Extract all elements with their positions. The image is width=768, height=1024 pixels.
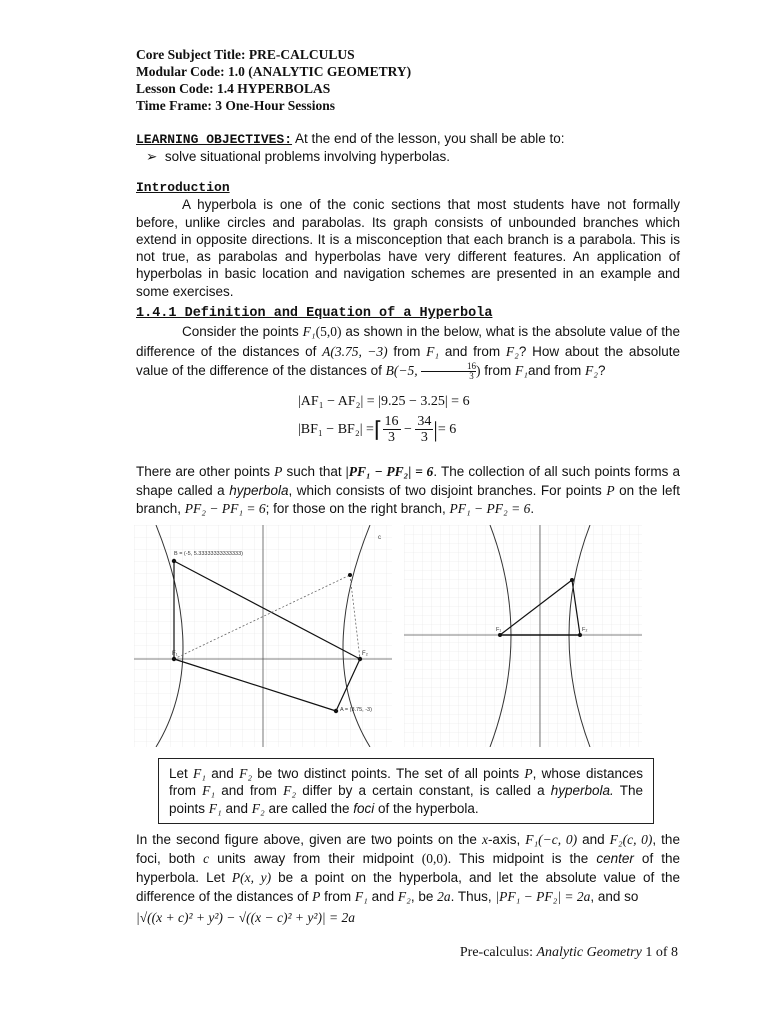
label-F2: F₂ xyxy=(362,651,368,657)
label-A: A = (3.75, -3) xyxy=(340,707,372,713)
hyperbola-paragraph: There are other points P such that |PF₁ − PF₂| = 6. The collection of all such points forms a shape called a hyperbola, which consists of two disjoint branches. For points P on the left branch, PF₂ − PF₁ = 6; for those on the right branch, PF₁ − PF₂ = 6. xyxy=(136,464,680,516)
lesson-header xyxy=(136,46,411,114)
graph-hyperbola-points xyxy=(134,525,392,747)
header-line-time: Time Frame: 3 One-Hour Sessions xyxy=(136,98,336,113)
equation-bf: |BF₁ − BF₂| = ⌈ 16 3 − $\frac{34}{3}$ | = 6 xyxy=(298,414,457,445)
point-B xyxy=(172,559,176,563)
label-B: B = (-5, 5.33333333333333) xyxy=(174,551,243,557)
point-P xyxy=(348,573,352,577)
center-paragraph: In the second figure above, given are two points on the x-axis, F₁(−c, 0) and F₂(c, 0), the foci, both c units away from their midpoint (0,0). This midpoint is the center of the hyperbola. Let P(x, y) be a point on the hyperbola, and let the absolute value of the difference of the distances of P from F₁ and F₂, be 2a. Thus, |PF₁ − PF₂| = 2a, and so |√((x + c)² + y²) − √((x − c)² + y²)| = 2a xyxy=(136,832,681,925)
learning-objectives: LEARNING OBJECTIVES: At the end of the lesson, you shall be able to: ➢ solve situational problems involving hyperbolas. xyxy=(136,130,680,166)
arrow-bullet-icon: ➢ xyxy=(146,149,158,165)
point-P xyxy=(570,578,574,582)
header-line-lesson: Lesson Code: 1.4 HYPERBOLAS xyxy=(136,81,331,96)
point-F2 xyxy=(578,633,582,637)
header-line-subject: Core Subject Title: PRE-CALCULUS xyxy=(136,47,355,62)
distance-equation: |√((x + c)² + y²) − √((x − c)² + y²)| = 2a xyxy=(136,910,356,925)
section-paragraph: Consider the points F₁(5,0) as shown in the below, what is the absolute value of the difference of the distances of A(3.75, −3) from F₁ and from F₂? How about the absolute value of the difference of the distances of B(−5, $\frac{16}{3}$ ) from F₁and from F₂? xyxy=(136,324,680,382)
label-F1: F₁ xyxy=(172,651,178,657)
introduction-text: A hyperbola is one of the conic sections that most students have not formally before, unlike circles and parabolas. Its graph consists of unbounded branches which extend in opposite directions. It is a misconception that each branch is a parabola. This is not true, as parabolas and hyperbolas have very different features. An application of hyperbolas in basic location and navigation schemes are presented in an example and some exercises. xyxy=(136,197,680,299)
section-heading: 1.4.1 Definition and Equation of a Hyperbola xyxy=(136,306,493,321)
point-F1 xyxy=(172,657,176,661)
point-F1 xyxy=(498,633,502,637)
introduction xyxy=(136,179,680,300)
objective-item: ➢ solve situational problems involving hyperbolas. xyxy=(146,149,450,165)
label-F2: F₂ xyxy=(582,627,588,633)
equation-af: |AF₁ − AF₂| = |9.25 − 3.25| = 6 xyxy=(298,394,470,409)
grid xyxy=(404,525,642,747)
label-F1: F₁ xyxy=(496,627,502,633)
section-definition xyxy=(136,305,680,381)
introduction-heading: Introduction xyxy=(136,180,230,195)
header-line-module: Modular Code: 1.0 (ANALYTIC GEOMETRY) xyxy=(136,64,412,79)
point-F2 xyxy=(358,657,362,661)
definition-box: Let F₁ and F₂ be two distinct points. The set of all points P, whose distances from F₁ and from F₂ differ by a certain constant, is called a hyperbola. The points F₁ and F₂ are called the foci of the hyperbola. xyxy=(158,758,654,824)
point-A xyxy=(334,709,338,713)
label-c: c xyxy=(378,535,381,541)
objectives-heading: LEARNING OBJECTIVES: xyxy=(136,132,293,147)
graph-hyperbola-foci xyxy=(404,525,642,747)
page-footer: Pre-calculus: Analytic Geometry 1 of 8 xyxy=(459,945,678,960)
